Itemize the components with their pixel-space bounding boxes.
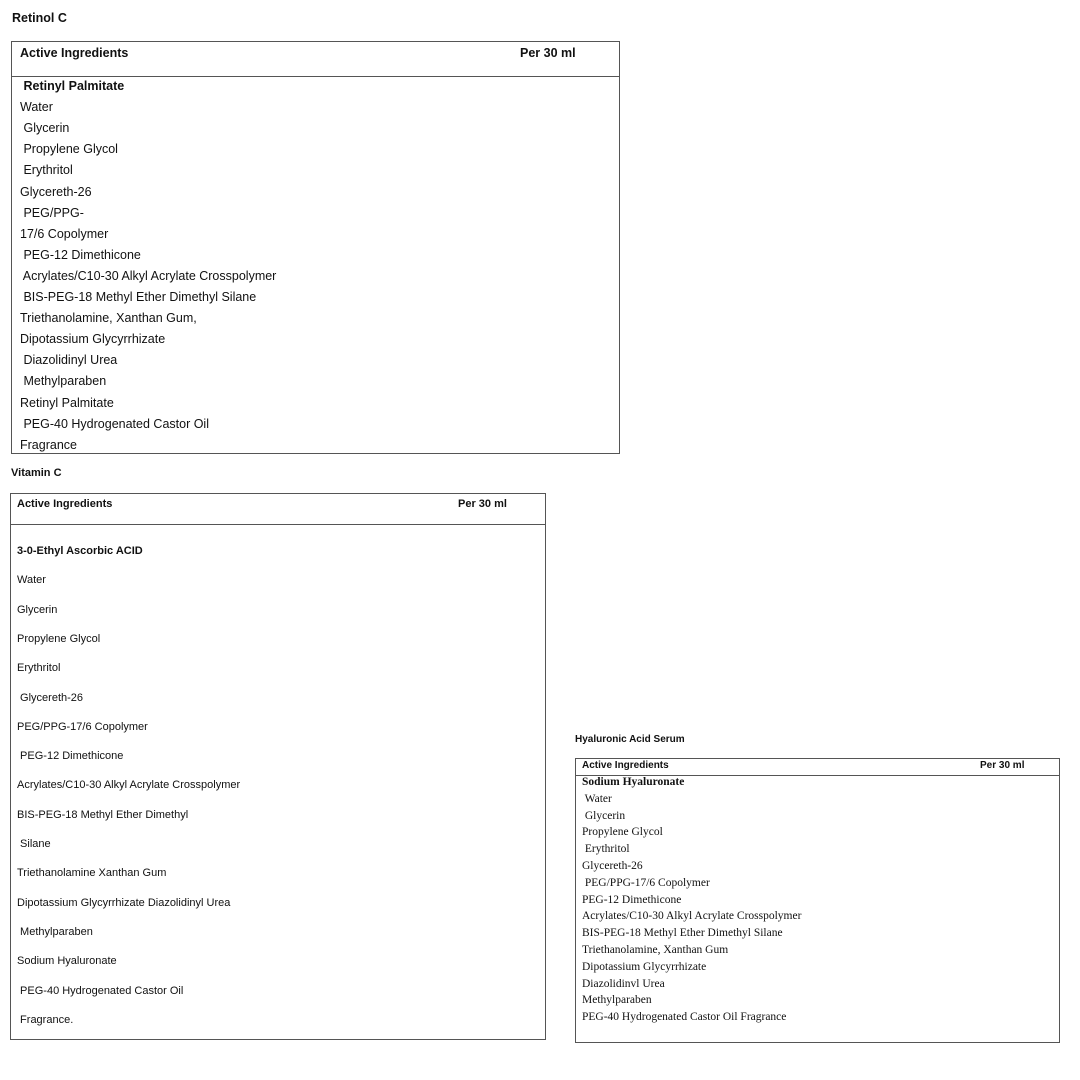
- header-per-30-ml: Per 30 ml: [980, 760, 1025, 771]
- ingredient-item: Glycerin: [582, 809, 626, 822]
- ingredient-item: Glycerin: [20, 121, 70, 136]
- ingredient-item: PEG-40 Hydrogenated Castor Oil: [17, 984, 184, 997]
- ingredient-item: Triethanolamine, Xanthan Gum: [582, 944, 729, 956]
- ingredient-item: Methylparaben: [17, 925, 93, 938]
- ingredient-item: Methylparaben: [20, 374, 107, 389]
- ingredient-item: Propylene Glycol: [17, 632, 101, 645]
- ingredient-item: PEG/PPG-17/6 Copolymer: [17, 720, 148, 733]
- ingredient-item: Silane: [17, 838, 51, 850]
- retinol-c-table: [11, 41, 620, 454]
- ingredient-item: Dipotassium Glycyrrhizate: [20, 332, 166, 347]
- ingredient-item: Dipotassium Glycyrrhizate: [582, 960, 707, 973]
- ingredient-item: Water: [582, 792, 612, 805]
- ingredient-item: Propylene Glycol: [20, 142, 118, 157]
- ingredient-item: Acrylates/C10-30 Alkyl Acrylate Crosspolymer: [582, 910, 802, 923]
- ingredient-item: PEG/PPG-17/6 Copolymer: [582, 876, 710, 889]
- ingredient-item: Glycereth-26: [582, 860, 643, 872]
- ingredient-item: Propylene Glycol: [582, 826, 663, 839]
- ingredient-item: PEG/PPG-: [20, 205, 84, 220]
- header-per-30-ml: Per 30 ml: [458, 498, 507, 510]
- ingredient-item: Sodium Hyaluronate: [17, 955, 117, 968]
- ingredient-item: Methylparaben: [582, 994, 652, 1007]
- ingredient-item: Acrylates/C10-30 Alkyl Acrylate Crosspolymer: [20, 268, 277, 283]
- vitamin-c-title: Vitamin C: [11, 467, 62, 479]
- ingredient-item: Erythritol: [582, 843, 630, 856]
- header-active-ingredients: Active Ingredients: [17, 498, 113, 510]
- ingredient-item: PEG-40 Hydrogenated Castor Oil Fragrance: [582, 1011, 787, 1024]
- header-active-ingredients: Active Ingredients: [582, 760, 669, 771]
- ingredient-item: Fragrance.: [17, 1013, 74, 1026]
- hyaluronic-acid-serum-table: [575, 758, 1060, 1043]
- ingredient-item: Retinyl Palmitate: [20, 395, 114, 410]
- ingredient-item: PEG-12 Dimethicone: [582, 893, 682, 906]
- retinol-c-title: Retinol C: [12, 11, 67, 25]
- header-active-ingredients: Active Ingredients: [20, 46, 129, 60]
- ingredient-item: Fragrance: [20, 437, 77, 452]
- ingredient-item: Glycereth-26: [20, 184, 92, 199]
- table-header: [12, 42, 619, 77]
- ingredient-item: Water: [20, 100, 53, 115]
- ingredient-item: Diazolidinyl Urea: [20, 353, 118, 368]
- ingredient-item: 3-0-Ethyl Ascorbic ACID: [17, 545, 143, 557]
- ingredient-item: Triethanolamine Xanthan Gum: [17, 867, 167, 880]
- ingredient-item: BIS-PEG-18 Methyl Ether Dimethyl Silane: [20, 290, 257, 304]
- ingredient-item: Dipotassium Glycyrrhizate Diazolidinyl Urea: [17, 896, 231, 909]
- ingredient-item: Sodium Hyaluronate: [582, 776, 685, 788]
- ingredient-item: Erythritol: [17, 662, 61, 675]
- ingredient-item: Erythritol: [20, 163, 73, 178]
- ingredient-item: Retinyl Palmitate: [20, 79, 125, 93]
- table-header: [576, 759, 1059, 776]
- ingredient-item: BIS-PEG-18 Methyl Ether Dimethyl Silane: [582, 927, 783, 940]
- ingredient-item: 17/6 Copolymer: [20, 226, 109, 241]
- ingredient-item: PEG-12 Dimethicone: [17, 750, 124, 763]
- header-per-30-ml: Per 30 ml: [520, 46, 576, 60]
- ingredient-item: PEG-40 Hydrogenated Castor Oil: [20, 416, 209, 431]
- table-header: [11, 494, 545, 525]
- ingredient-item: Triethanolamine, Xanthan Gum,: [20, 311, 197, 326]
- ingredient-item: Water: [17, 574, 46, 587]
- hyaluronic-acid-serum-title: Hyaluronic Acid Serum: [575, 734, 685, 745]
- ingredient-item: PEG-12 Dimethicone: [20, 247, 141, 262]
- ingredient-item: Diazolidinvl Urea: [582, 977, 665, 990]
- ingredient-item: Glycereth-26: [17, 691, 84, 704]
- ingredient-item: Glycerin: [17, 603, 58, 616]
- ingredient-item: Acrylates/C10-30 Alkyl Acrylate Crosspolymer: [17, 779, 241, 792]
- vitamin-c-table: [10, 493, 546, 1040]
- ingredient-item: BIS-PEG-18 Methyl Ether Dimethyl: [17, 808, 189, 821]
